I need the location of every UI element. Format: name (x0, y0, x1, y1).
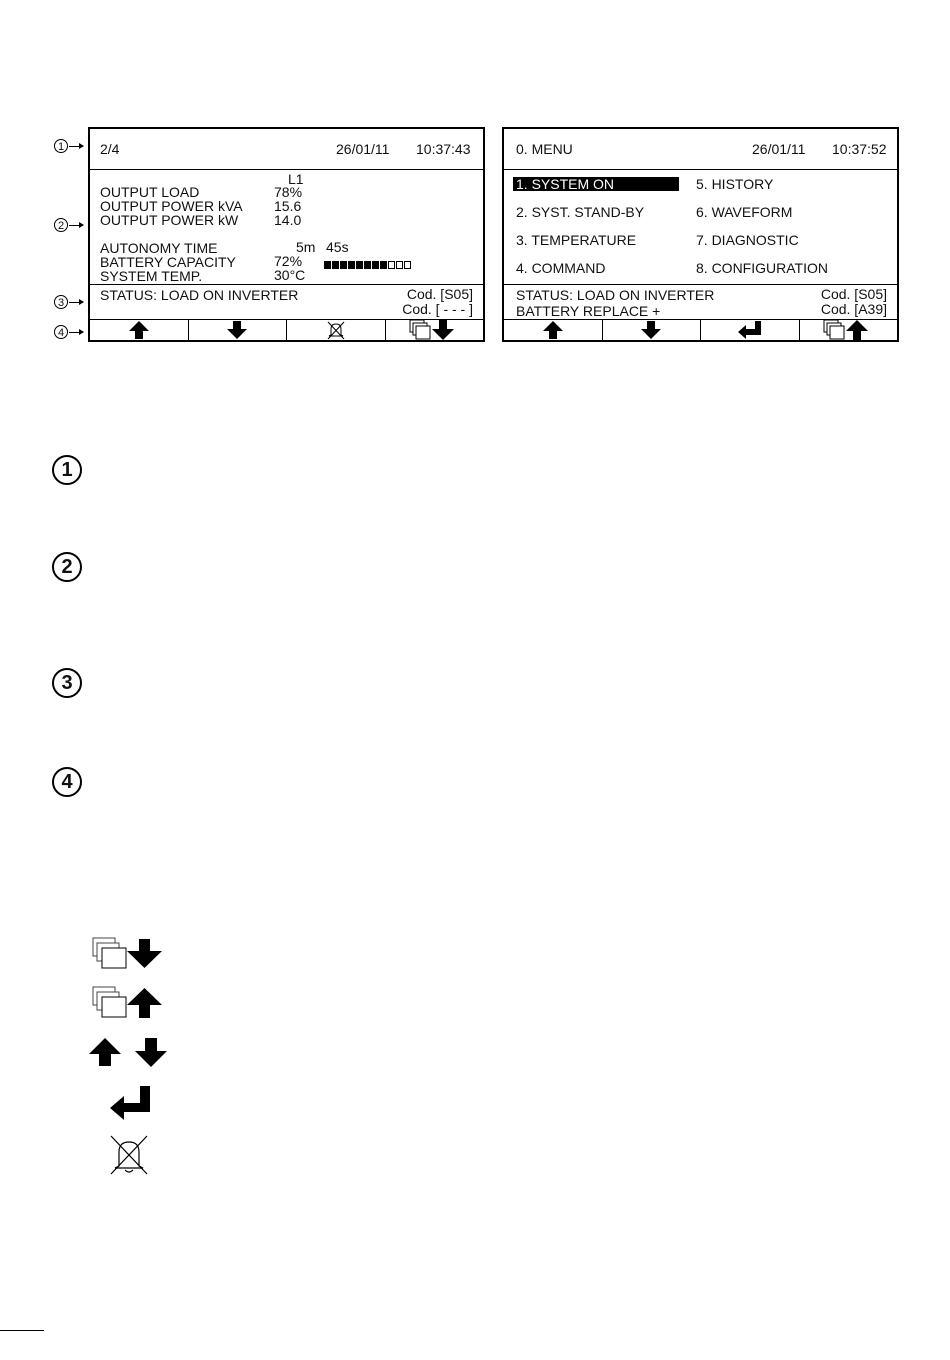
battery-level-bar (324, 256, 412, 274)
battery-bar-cell (356, 261, 363, 269)
pages-up-icon (92, 986, 166, 1020)
callout-1 (54, 139, 83, 153)
battery-bar-cell (364, 261, 371, 269)
battery-bar-cell (332, 261, 339, 269)
battery-bar-cell (388, 261, 395, 269)
row-label: OUTPUT LOAD (100, 184, 200, 200)
callout-1-large: 1 (52, 455, 82, 485)
row-value: 14.0 (274, 212, 302, 228)
status-text: STATUS: LOAD ON INVERTER (100, 287, 299, 303)
enter-icon (108, 1084, 152, 1122)
battery-bar-cell (324, 261, 331, 269)
soft-key-row (90, 319, 483, 340)
autonomy-seconds: 45s (326, 239, 349, 255)
pages-up-button[interactable] (800, 319, 898, 340)
soft-key-row (504, 319, 897, 340)
battery-bar-cell (404, 261, 411, 269)
screen-header (90, 129, 483, 170)
row-label: OUTPUT POWER kVA (100, 198, 243, 214)
status-bar (90, 284, 483, 320)
arrow-up-button[interactable] (504, 319, 603, 340)
page-indicator: 2/4 (100, 141, 120, 157)
menu-panel (504, 169, 897, 285)
menu-item-temperature[interactable]: 3. TEMPERATURE (516, 232, 637, 248)
arrow-down-button[interactable] (603, 319, 702, 340)
battery-bar-cell (340, 261, 347, 269)
arrow-down-icon (226, 320, 248, 340)
battery-bar-cell (396, 261, 403, 269)
callout-4-large: 4 (52, 767, 82, 797)
measurements-panel (90, 169, 483, 285)
battery-value: 72% (274, 253, 303, 269)
arrow-down-button[interactable] (189, 319, 288, 340)
callout-number: 4 (54, 325, 68, 339)
temp-label: SYSTEM TEMP. (100, 268, 203, 284)
alarm-code: Cod. [A39] (820, 301, 887, 317)
status-text: STATUS: LOAD ON INVERTER (516, 287, 715, 303)
pages-down-icon (92, 937, 166, 971)
arrow-up-button[interactable] (90, 319, 189, 340)
row-value: 15.6 (274, 198, 302, 214)
temp-value: 30°C (274, 267, 306, 283)
menu-item-waveform[interactable]: 6. WAVEFORM (696, 204, 793, 220)
page-rule (0, 1330, 44, 1331)
status-code: Cod. [S05] (406, 286, 473, 302)
callout-2 (54, 218, 83, 232)
phase-header: L1 (288, 171, 304, 187)
autonomy-label: AUTONOMY TIME (100, 240, 218, 256)
arrow-up-down-icon (88, 1037, 170, 1069)
status-bar (504, 284, 897, 320)
battery-label: BATTERY CAPACITY (100, 254, 236, 270)
time-display: 10:37:52 (832, 141, 887, 157)
menu-item-history[interactable]: 5. HISTORY (696, 176, 774, 192)
enter-button[interactable] (701, 319, 800, 340)
row-value: 78% (274, 184, 303, 200)
date-display: 26/01/11 (336, 141, 390, 157)
menu-item-diagnostic[interactable]: 7. DIAGNOSTIC (696, 232, 799, 248)
arrow-up-icon (542, 320, 564, 340)
battery-bar-cell (348, 261, 355, 269)
callout-3 (54, 295, 83, 309)
lcd-screen-measurements (88, 127, 485, 342)
pages-down-icon (409, 319, 459, 341)
menu-item-command[interactable]: 4. COMMAND (516, 260, 606, 276)
callout-number: 1 (54, 139, 68, 153)
callout-4 (54, 325, 83, 339)
callout-number: 2 (54, 218, 68, 232)
menu-item-system-on[interactable]: 1. SYSTEM ON (513, 177, 679, 191)
status-text-line2: BATTERY REPLACE + (516, 303, 661, 319)
alarm-mute-icon (325, 320, 347, 340)
callout-2-large: 2 (52, 552, 82, 582)
autonomy-minutes: 5m (296, 239, 316, 255)
callout-number: 3 (54, 295, 68, 309)
arrow-up-icon (128, 320, 150, 340)
battery-bar-cell (372, 261, 379, 269)
alarm-mute-icon (107, 1134, 151, 1176)
callout-3-large: 3 (52, 668, 82, 698)
date-display: 26/01/11 (752, 141, 806, 157)
time-display: 10:37:43 (416, 141, 471, 157)
alarm-code: Cod. [ - - - ] (402, 301, 473, 317)
enter-icon (737, 320, 763, 340)
battery-bar-cell (380, 261, 387, 269)
menu-item-configuration[interactable]: 8. CONFIGURATION (696, 260, 828, 276)
menu-item-standby[interactable]: 2. SYST. STAND-BY (516, 204, 645, 220)
lcd-screen-menu (502, 127, 899, 342)
pages-down-button[interactable] (386, 319, 484, 340)
menu-title: 0. MENU (516, 141, 573, 157)
row-label: OUTPUT POWER kW (100, 212, 239, 228)
alarm-mute-button[interactable] (287, 319, 386, 340)
arrow-down-icon (640, 320, 662, 340)
pages-up-icon (823, 319, 873, 341)
screen-header (504, 129, 897, 170)
status-code: Cod. [S05] (820, 286, 887, 302)
